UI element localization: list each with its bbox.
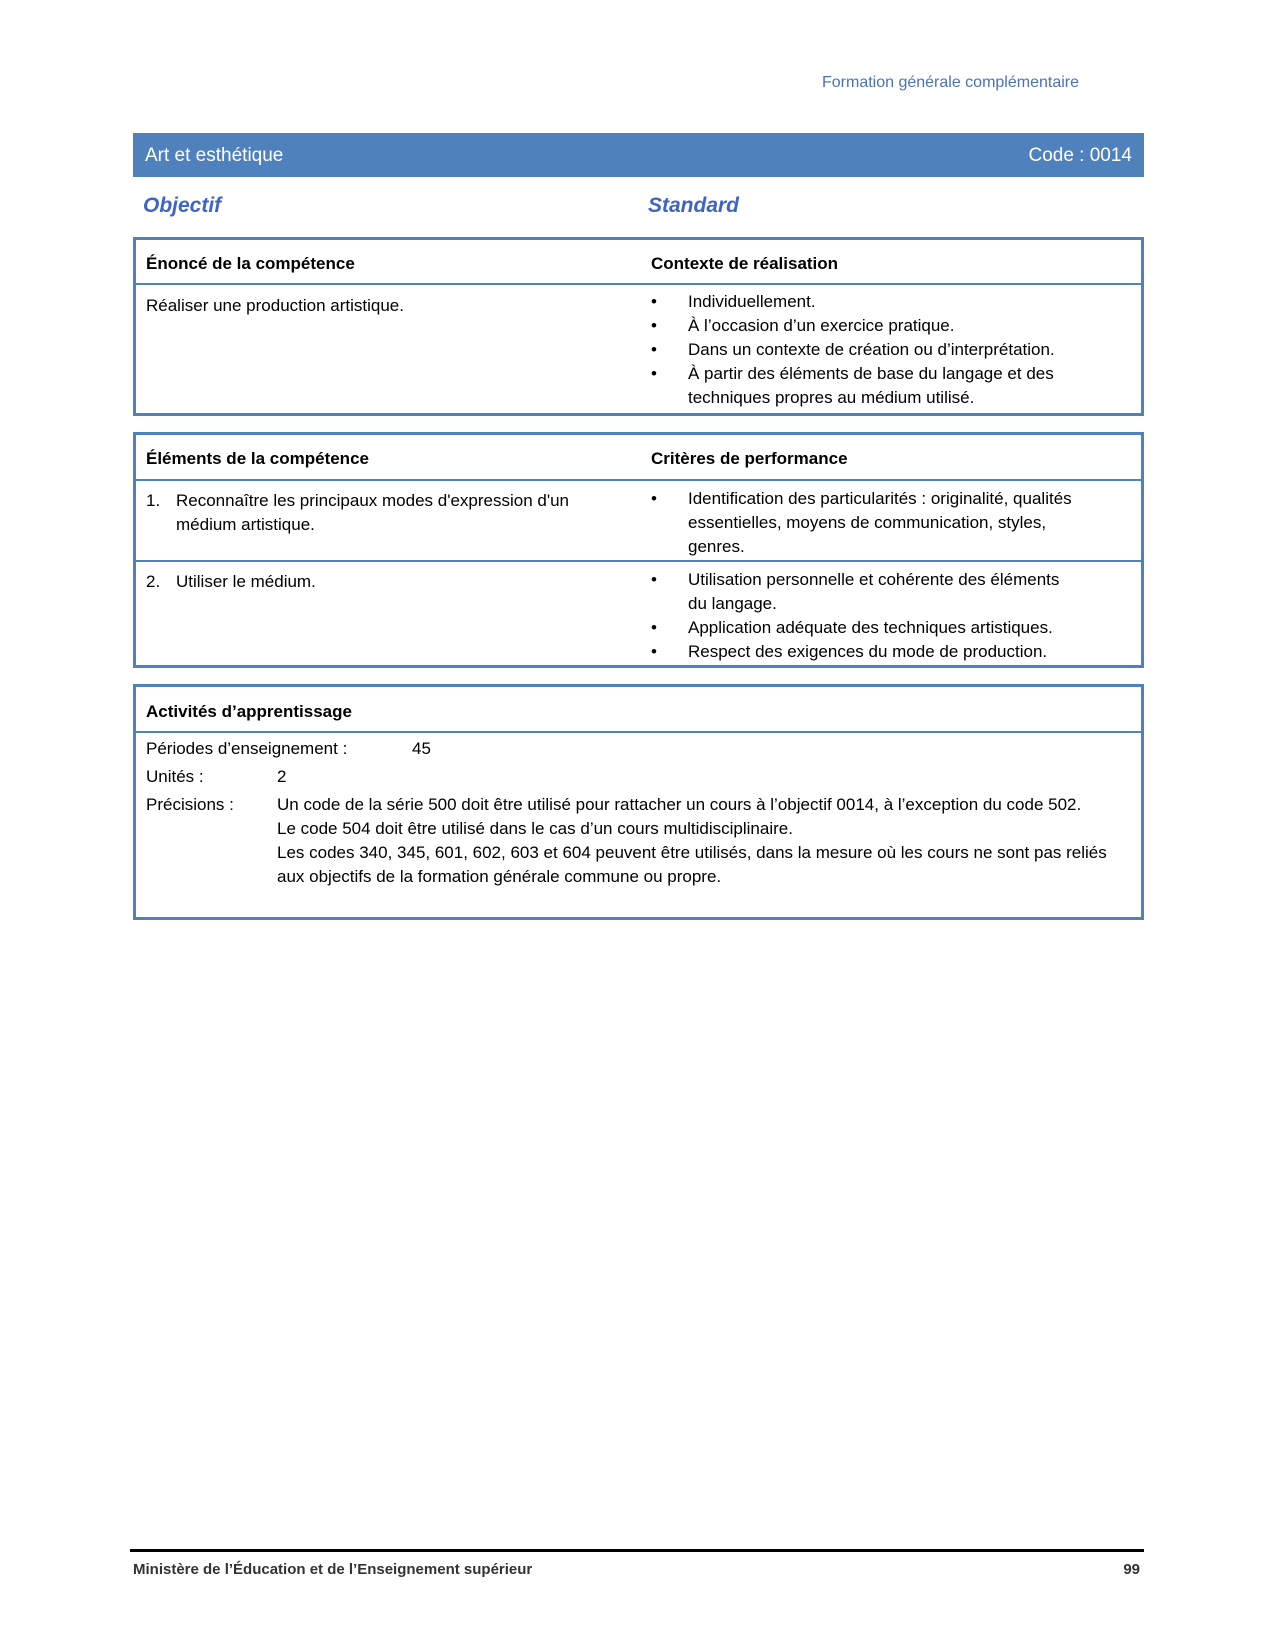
bullet-icon: •: [651, 340, 657, 359]
list-item: • Utilisation personnelle et cohérente des éléments du langage.: [651, 570, 1060, 613]
context-header: Contexte de réalisation: [651, 254, 839, 273]
activities-box: [133, 684, 1144, 920]
element-1: [146, 489, 626, 537]
course-code: Code : 0014: [1028, 145, 1132, 166]
element-text: Reconnaître les principaux modes d'expression d'un médium artistique.: [176, 491, 569, 534]
bullet-icon: •: [651, 618, 657, 637]
criteria-list-1: [651, 487, 1081, 559]
bullet-icon: •: [651, 292, 657, 311]
activities-title: Activités d’apprentissage: [146, 702, 352, 721]
list-item: • À l’occasion d’un exercice pratique.: [651, 314, 1121, 338]
list-item: • Individuellement.: [651, 290, 1121, 314]
units-value: 2: [277, 767, 287, 786]
list-item: • Respect des exigences du mode de production.: [651, 640, 1131, 664]
elements-table: [133, 432, 1144, 668]
standard-label: Standard: [648, 194, 740, 217]
element-text: Utiliser le médium.: [176, 572, 316, 591]
competence-statement: Réaliser une production artistique.: [146, 296, 404, 315]
table-divider: [136, 479, 1141, 481]
competence-table: [133, 237, 1144, 416]
element-number: 2.: [146, 572, 161, 591]
context-list: [651, 290, 1121, 410]
periods-value: 45: [412, 739, 431, 758]
elements-header: Éléments de la compétence: [146, 449, 369, 468]
bullet-icon: •: [651, 642, 657, 661]
list-item: • Application adéquate des techniques artistiques.: [651, 616, 1131, 640]
list-item: • Identification des particularités : originalité, qualités essentielles, moyens de communication, styles, genres.: [651, 489, 1072, 556]
criteria-header: Critères de performance: [651, 449, 848, 468]
precision-item: Le code 504 doit être utilisé dans le cas d’un cours multidisciplinaire.: [277, 819, 793, 838]
units-label: Unités :: [146, 767, 204, 786]
footer-ministry: Ministère de l’Éducation et de l’Enseignement supérieur: [133, 1561, 533, 1578]
section-header: Formation générale complémentaire: [821, 74, 1079, 91]
bullet-icon: •: [651, 570, 657, 589]
precisions-text: [277, 793, 1127, 889]
list-item: • À partir des éléments de base du langage et des techniques propres au médium utilisé.: [651, 364, 1054, 407]
bullet-icon: •: [651, 489, 657, 508]
course-title: Art et esthétique: [145, 145, 284, 166]
bullet-icon: •: [651, 316, 657, 335]
table-divider: [136, 560, 1141, 562]
objectif-label: Objectif: [143, 194, 222, 217]
bullet-icon: •: [651, 364, 657, 383]
element-number: 1.: [146, 491, 161, 510]
competence-statement-header: Énoncé de la compétence: [146, 254, 355, 273]
precisions-label: Précisions :: [146, 795, 234, 814]
element-2: [146, 570, 626, 594]
table-divider: [136, 731, 1141, 733]
footer-rule: [130, 1549, 1144, 1552]
table-divider: [136, 283, 1141, 285]
page-number: 99: [1123, 1561, 1140, 1578]
list-item: • Dans un contexte de création ou d’interprétation.: [651, 338, 1121, 362]
precision-item: Les codes 340, 345, 601, 602, 603 et 604 peuvent être utilisés, dans la mesure où les cours ne sont pas reliés aux objectifs de la formation générale commune ou propre.: [277, 843, 1107, 886]
course-title-bar: [133, 133, 1144, 177]
criteria-list-2: [651, 568, 1131, 664]
periods-label: Périodes d’enseignement :: [146, 739, 348, 758]
precision-item: Un code de la série 500 doit être utilisé pour rattacher un cours à l’objectif 0014, à l’exception du code 502.: [277, 795, 1082, 814]
